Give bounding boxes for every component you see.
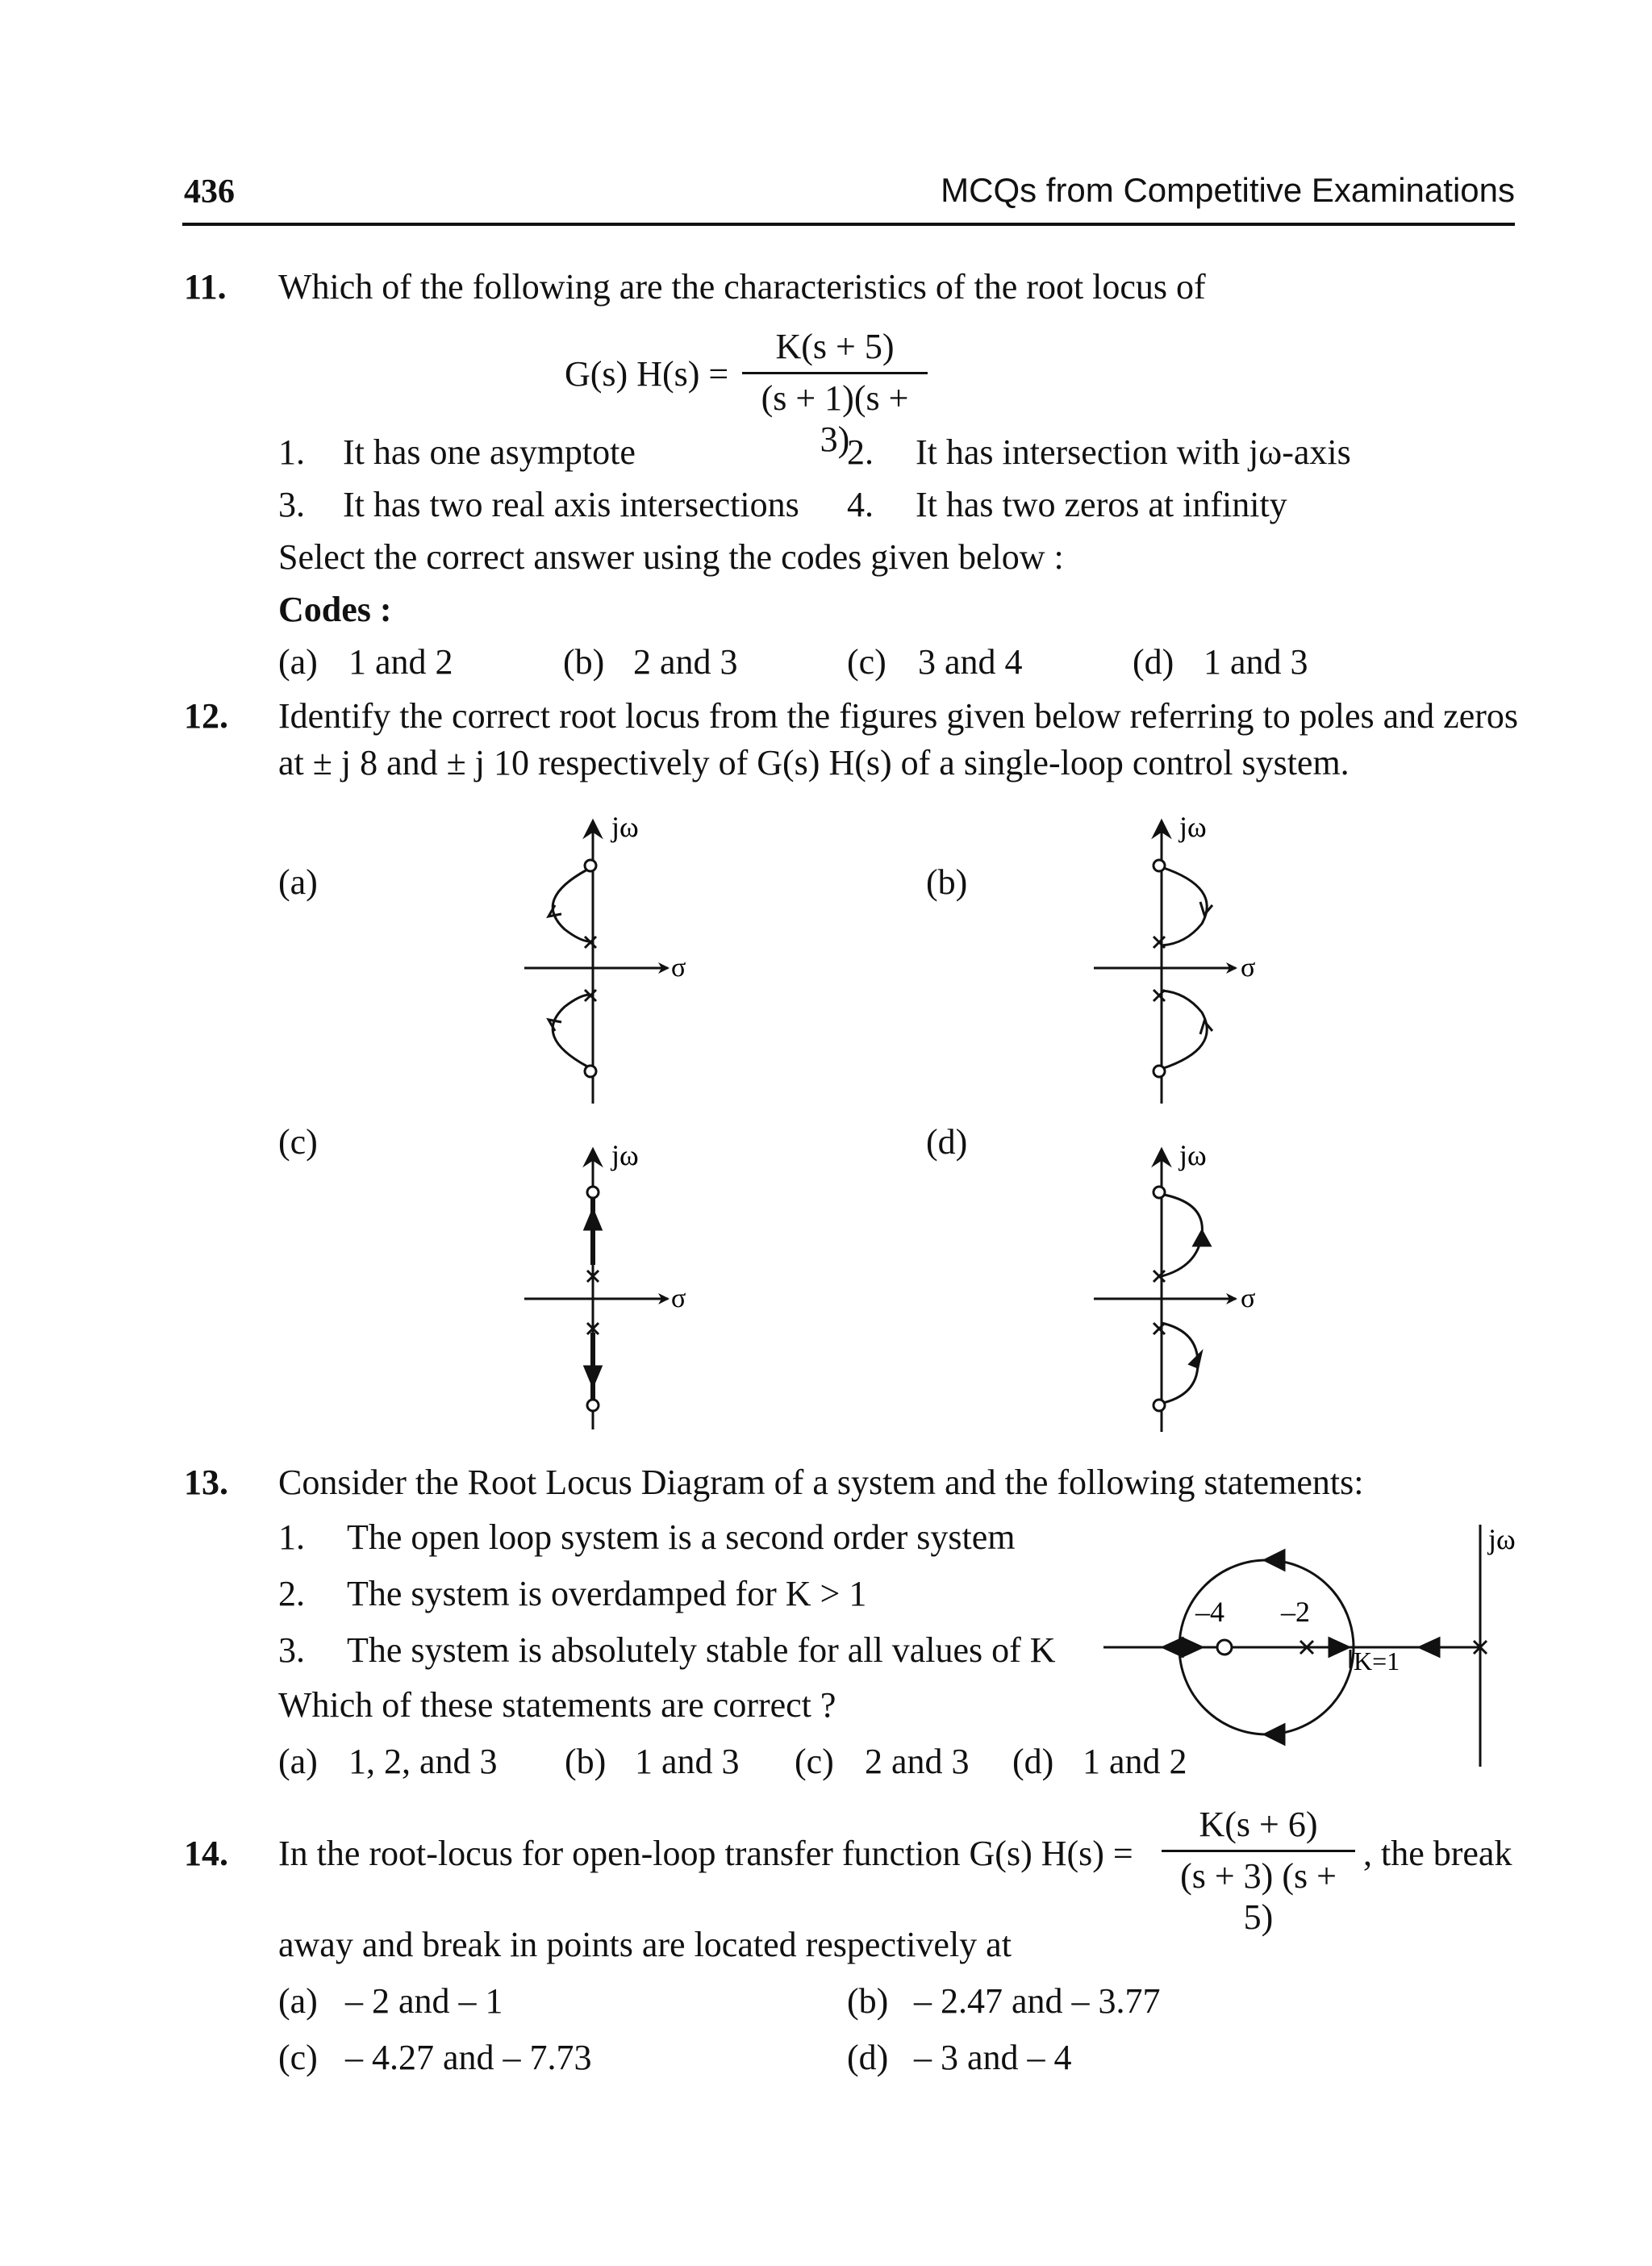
- option-text: 1 and 2: [1083, 1742, 1187, 1781]
- question-stem-tail: , the break: [1363, 1834, 1512, 1873]
- question-stem: Consider the Root Locus Diagram of a system and the following statements:: [278, 1463, 1364, 1502]
- statement-text: It has intersection with jω-axis: [916, 432, 1351, 472]
- option-text: 1, 2, and 3: [348, 1742, 498, 1781]
- statement-text: It has two zeros at infinity: [916, 485, 1287, 524]
- transfer-function-lhs: G(s) H(s) =: [565, 354, 729, 394]
- statement-number: 4.: [847, 485, 874, 524]
- jw-label: jω: [1179, 1139, 1207, 1171]
- numerator: K(s + 6): [1199, 1805, 1318, 1844]
- question-line-2: at ± j 8 and ± j 10 respectively of G(s) H(s) of a single-loop control system.: [278, 743, 1350, 782]
- sigma-label: σ: [1241, 1283, 1256, 1313]
- figure-label-c: (c): [278, 1122, 318, 1162]
- pole-label: –4: [1195, 1596, 1224, 1628]
- statement-number: 2.: [278, 1574, 305, 1613]
- question-text: Which of these statements are correct ?: [278, 1685, 836, 1725]
- option-text: – 2 and – 1: [345, 1981, 503, 2021]
- option-key: (d): [1133, 642, 1174, 682]
- option-key: (a): [278, 642, 318, 682]
- option-text: 2 and 3: [633, 642, 738, 682]
- transfer-function-fraction: [1162, 1804, 1355, 1938]
- option-text: 1 and 3: [1204, 642, 1308, 682]
- option-key: (a): [278, 1742, 318, 1781]
- option-key: (c): [847, 642, 886, 682]
- question-number: 13.: [184, 1463, 228, 1502]
- option-text: – 4.27 and – 7.73: [345, 2038, 592, 2077]
- question-stem: In the root-locus for open-loop transfer function G(s) H(s) =: [278, 1834, 1133, 1873]
- numerator: K(s + 5): [775, 327, 895, 366]
- statement-text: The system is overdamped for K > 1: [347, 1574, 867, 1613]
- statement-number: 1.: [278, 1517, 305, 1557]
- jw-label: jω: [1488, 1523, 1516, 1555]
- denominator: (s + 1)(s + 3): [761, 378, 909, 459]
- option-key: (c): [278, 2038, 318, 2077]
- statement-number: 1.: [278, 432, 305, 472]
- option-text: 1 and 2: [348, 642, 453, 682]
- option-text: – 2.47 and – 3.77: [914, 1981, 1161, 2021]
- pole-label: –2: [1281, 1596, 1310, 1628]
- option-text: – 3 and – 4: [914, 2038, 1072, 2077]
- option-key: (b): [565, 1742, 607, 1781]
- instruction-text: Select the correct answer using the codes given below :: [278, 537, 1064, 577]
- option-text: 3 and 4: [918, 642, 1023, 682]
- denominator: (s + 3) (s + 5): [1180, 1856, 1337, 1937]
- statement-text: The open loop system is a second order system: [347, 1517, 1016, 1557]
- jw-label: jω: [611, 1139, 639, 1171]
- option-key: (d): [1012, 1742, 1054, 1781]
- jw-label: jω: [611, 811, 639, 843]
- question-line-1: Identify the correct root locus from the figures given below referring to poles and zeros: [278, 696, 1519, 736]
- option-text: 1 and 3: [635, 1742, 740, 1781]
- fraction-bar: [1162, 1850, 1355, 1852]
- option-key: (a): [278, 1981, 318, 2021]
- statement-text: It has two real axis intersections: [343, 485, 799, 524]
- sigma-label: σ: [1241, 953, 1256, 983]
- figure-label-a: (a): [278, 862, 318, 902]
- option-key: (c): [795, 1742, 834, 1781]
- question-number: 12.: [184, 696, 228, 736]
- question-stem: Which of the following are the characteristics of the root locus of: [278, 267, 1206, 307]
- sigma-label: σ: [671, 1283, 686, 1313]
- option-key: (b): [847, 1981, 889, 2021]
- zero-marker: [1217, 1640, 1232, 1655]
- running-title: MCQs from Competitive Examinations: [941, 171, 1515, 209]
- question-number: 14.: [184, 1834, 228, 1873]
- question-number: 11.: [184, 267, 227, 307]
- statement-text: It has one asymptote: [343, 432, 636, 472]
- page-number: 436: [184, 173, 235, 211]
- statement-number: 2.: [847, 432, 874, 472]
- gain-label: K=1: [1354, 1646, 1400, 1676]
- option-text: 2 and 3: [865, 1742, 970, 1781]
- jw-label: jω: [1179, 811, 1207, 843]
- codes-label: Codes :: [278, 590, 392, 629]
- statement-text: The system is absolutely stable for all values of K: [347, 1630, 1056, 1670]
- statement-number: 3.: [278, 485, 305, 524]
- option-key: (d): [847, 2038, 889, 2077]
- figure-label-b: (b): [926, 862, 968, 902]
- statement-number: 3.: [278, 1630, 305, 1670]
- question-line-2: away and break in points are located respectively at: [278, 1925, 1012, 1964]
- sigma-label: σ: [671, 953, 686, 983]
- option-key: (b): [563, 642, 605, 682]
- figure-label-d: (d): [926, 1122, 968, 1162]
